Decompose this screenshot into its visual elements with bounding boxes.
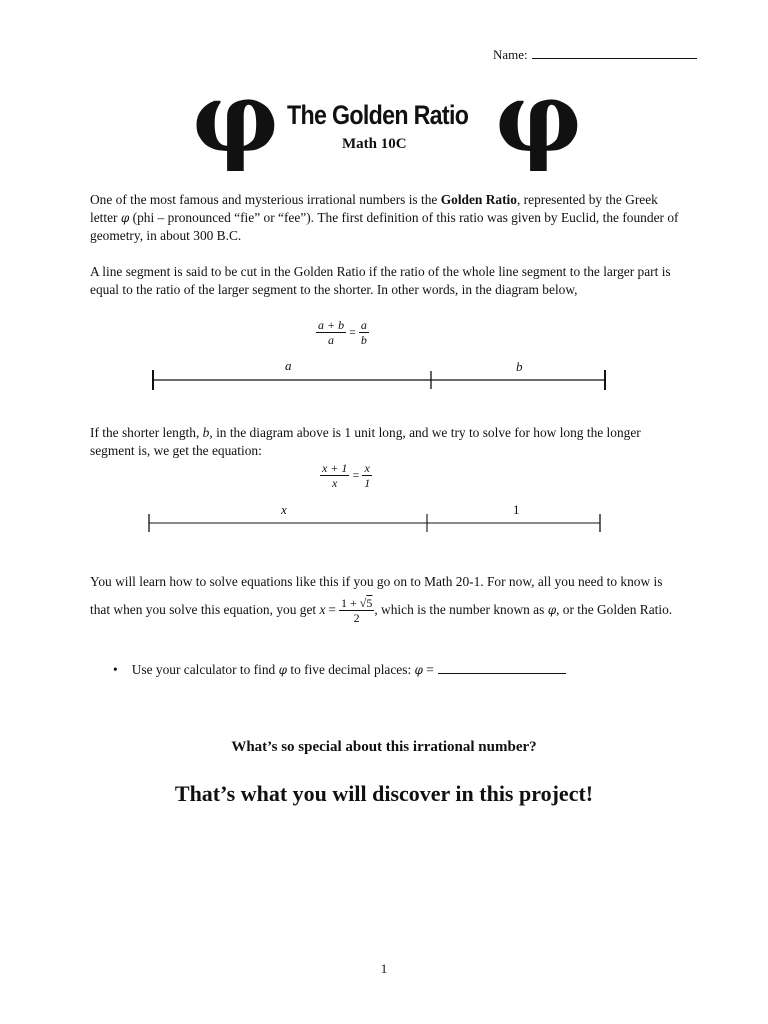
unit-equation xyxy=(320,461,372,490)
formula-denominator: 2 xyxy=(353,611,360,626)
phi-symbol-left-icon: φ xyxy=(192,61,279,174)
page-title: The Golden Ratio xyxy=(287,100,469,130)
golden-ratio-equation xyxy=(316,318,369,347)
line-segment-diagram-1 xyxy=(150,368,610,392)
bullet-text-2: to five decimal places: xyxy=(287,662,415,677)
name-label: Name: xyxy=(493,47,528,62)
fraction-denominator: 1 xyxy=(364,476,371,490)
shorter-text-1: If the shorter length, xyxy=(90,425,203,440)
line-segment-diagram-2 xyxy=(147,512,607,534)
shorter-length-paragraph xyxy=(90,424,680,460)
variable-b: b xyxy=(202,425,210,440)
shorter-text-2: , in the diagram above is 1 unit long, and we try to solve for how long the longer segment is, we get the equation: xyxy=(90,425,641,458)
intro-paragraph xyxy=(90,191,680,245)
equals-sign: = xyxy=(422,662,434,677)
fraction-left xyxy=(316,318,346,347)
intro-bold-term: Golden Ratio xyxy=(440,192,517,207)
fraction-numerator: a + b xyxy=(318,318,345,332)
formula-numerator xyxy=(339,596,374,611)
solve-paragraph xyxy=(90,568,680,625)
fraction-denominator: a xyxy=(328,333,335,347)
fraction-left xyxy=(320,461,349,490)
segment-label-x: x xyxy=(281,502,287,517)
closing-heading: That’s what you will discover in this project! xyxy=(174,781,594,806)
phi-inline-symbol: φ xyxy=(414,663,423,677)
solve-text-2: , which is the number known as xyxy=(374,602,545,617)
bullet-text-1: Use your calculator to find xyxy=(131,662,279,677)
page-number: 1 xyxy=(380,961,388,976)
segment-label-a: a xyxy=(285,358,292,373)
equals-sign: = xyxy=(352,468,360,482)
equals-sign: = xyxy=(328,602,336,617)
name-blank-line[interactable] xyxy=(532,46,697,59)
fraction-numerator: x + 1 xyxy=(322,461,348,475)
calculator-bullet xyxy=(113,661,566,678)
segment-label-b: b xyxy=(516,359,523,374)
intro-text-2: , represented by the Greek letter xyxy=(90,192,658,225)
solve-text-1: You will learn how to solve equations like this if you go on to Math 20-1. For now, all you need to know is that when you solve this equation, you get xyxy=(90,574,663,617)
square-root-icon: √ xyxy=(359,596,367,611)
fraction-numerator: x xyxy=(362,461,372,476)
fraction-right xyxy=(359,318,369,347)
phi-inline-symbol: φ xyxy=(278,663,287,677)
fraction-denominator: x xyxy=(332,476,338,490)
solve-text-3: , or the Golden Ratio. xyxy=(556,602,673,617)
formula-numerator-prefix: 1 + xyxy=(340,596,357,611)
formula-radicand: 5 xyxy=(366,596,373,611)
phi-symbol-right-icon: φ xyxy=(495,61,582,174)
fraction-numerator: a xyxy=(360,318,367,332)
fraction-right xyxy=(362,461,372,490)
answer-blank-line[interactable] xyxy=(438,661,566,674)
fraction-denominator: b xyxy=(360,333,367,347)
golden-ratio-formula xyxy=(339,596,374,625)
phi-inline-symbol: φ xyxy=(547,603,557,617)
variable-x: x xyxy=(319,602,326,617)
segment-label-1: 1 xyxy=(513,502,520,517)
intro-text-1: One of the most famous and mysterious irrational numbers is the xyxy=(90,192,441,207)
bullet-marker: • xyxy=(113,662,118,677)
phi-inline-symbol: φ xyxy=(120,211,130,225)
equals-sign: = xyxy=(349,325,356,339)
page-subtitle: Math 10C xyxy=(342,136,407,152)
definition-paragraph: A line segment is said to be cut in the Golden Ratio if the ratio of the whole line segment to the larger part is equal to the ratio of the larger segment to the shorter. In other words, in the diagram below, xyxy=(90,264,671,297)
intro-text-3: (phi – pronounced “fie” or “fee”). The first definition of this ratio was given by Euclid, the founder of geometry, in about 300 B.C. xyxy=(90,210,679,243)
question-heading: What’s so special about this irrational number? xyxy=(231,739,537,755)
